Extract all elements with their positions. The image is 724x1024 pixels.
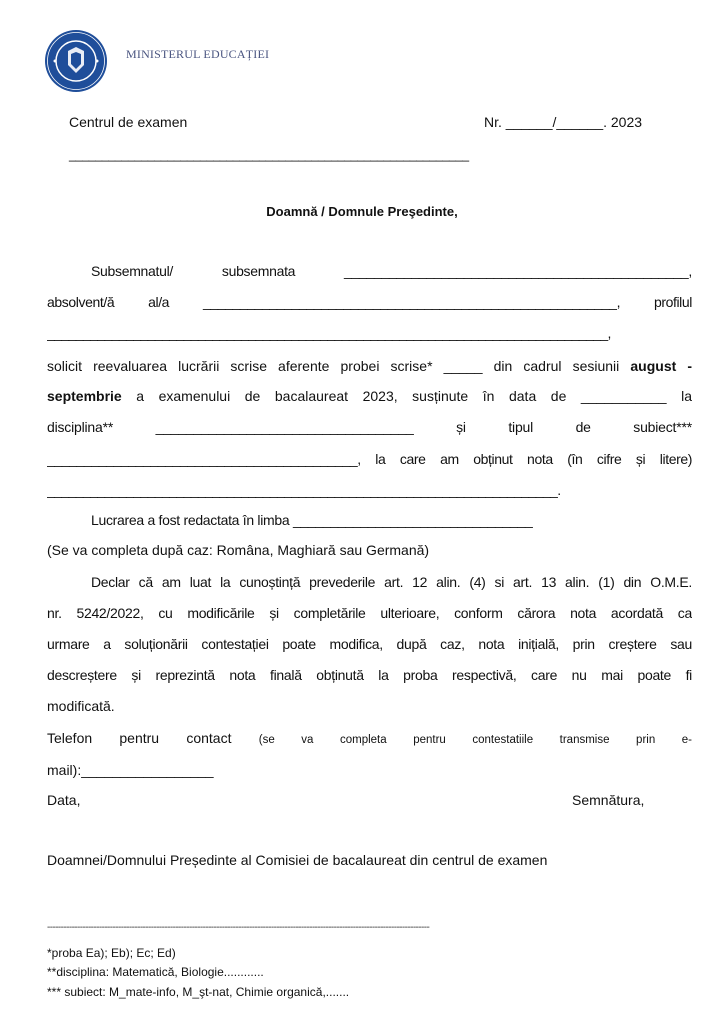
discipline-line[interactable]: disciplina** __________________________________ și tipul de subiect***: [47, 419, 692, 435]
phone-field[interactable]: mail):_________________: [47, 762, 214, 778]
exam-centre-field[interactable]: _____________________________________________________________: [69, 148, 469, 162]
declaration-line-2: nr. 5242/2022, cu modificările și completările ulterioare, conform cărora nota acordată ca: [47, 605, 692, 621]
footnote-3: *** subiect: M_mate-info, M_şt-nat, Chimie organică,.......: [47, 985, 350, 999]
exam-centre-label: Centrul de examen: [69, 114, 188, 130]
session-line: [47, 388, 692, 404]
grade-field[interactable]: _______________________________________________________________________.: [47, 482, 561, 498]
name-line[interactable]: Subsemnatul/ subsemnata ______________________________________________,: [91, 263, 692, 279]
registration-number[interactable]: Nr. ______/______. 2023: [484, 114, 643, 130]
profile-line[interactable]: ______________________________________________________________________________,: [47, 325, 611, 341]
ministry-name: MINISTERUL EDUCAȚIEI: [126, 47, 270, 61]
language-line[interactable]: Lucrarea a fost redactata în limba ________________________________: [91, 512, 533, 528]
declaration-line-1: Declar că am luat la cunoștință prevederile art. 12 alin. (4) si art. 13 alin. (1) din O.M.E.: [91, 574, 692, 590]
session-bold-2: septembrie: [47, 388, 122, 404]
declaration-line-3: urmare a soluționării contestației poate modifica, după caz, nota inițială, prin creștere sau: [47, 636, 692, 652]
exam-date-text: a examenului de bacalaureat 2023, susținute în data de ___________ la: [136, 388, 692, 404]
request-text: solicit reevaluarea lucrării scrise aferente probei scrise* _____ din cadrul sesiunii: [47, 358, 620, 374]
declaration-line-4: descreștere și reprezintă nota finală obținută la proba respectivă, care nu mai poate fi: [47, 667, 692, 683]
footnote-2: **disciplina: Matematică, Biologie............: [47, 965, 264, 979]
footnote-separator: --------------------------------------------------------------------------------------------------------------------------------------------: [47, 922, 430, 933]
addressee: Doamnei/Domnului Președinte al Comisiei de bacalaureat din centrul de examen: [47, 852, 548, 868]
signature-label: Semnătura,: [572, 792, 645, 808]
phone-label: Telefon pentru contact: [47, 730, 232, 746]
date-label: Data,: [47, 792, 81, 808]
phone-note: (se va completa pentru contestatiile transmise prin e-: [258, 734, 692, 746]
graduate-line[interactable]: absolvent/ă al/a ________________________________________________________, profilul: [47, 294, 692, 310]
phone-line: [47, 730, 692, 746]
grade-line[interactable]: __________________________________________, la care am obținut nota (în cifre și litere): [47, 451, 692, 467]
footnote-1: *proba Ea); Eb); Ec; Ed): [47, 946, 176, 960]
government-seal-logo: [44, 29, 108, 93]
language-note: (Se va completa după caz: Româna, Maghiară sau Germană): [47, 542, 430, 558]
salutation: Doamnă / Domnule Preşedinte,: [266, 204, 458, 219]
session-bold: august -: [630, 358, 692, 374]
declaration-line-5: modificată.: [47, 698, 115, 714]
request-line: [47, 358, 692, 374]
